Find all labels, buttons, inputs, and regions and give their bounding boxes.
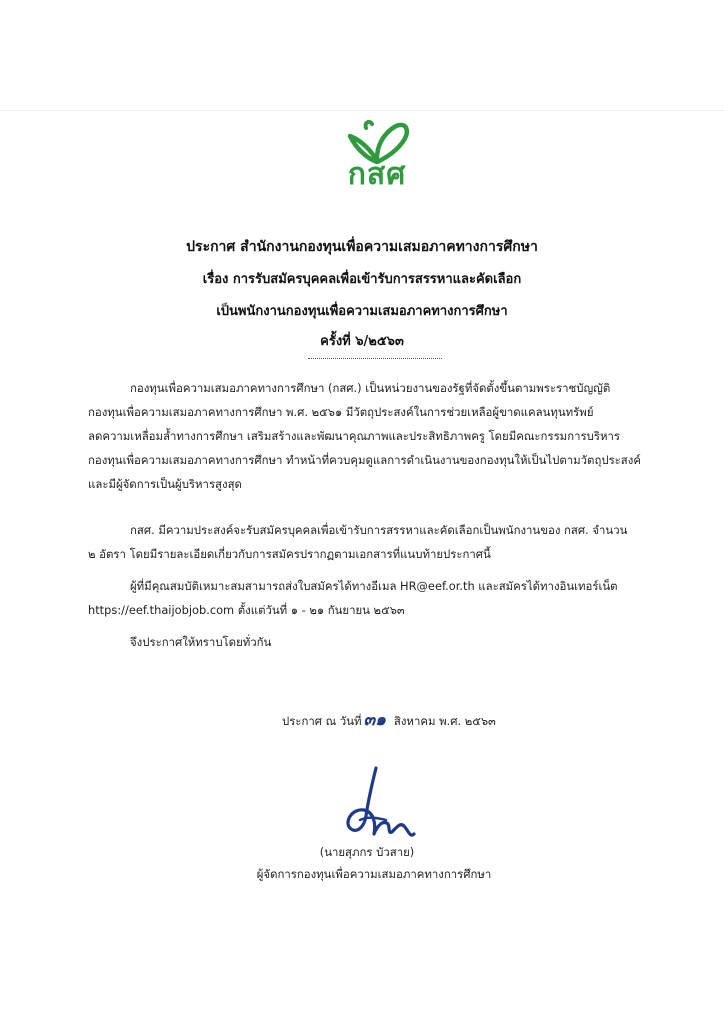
paragraph-line: กสศ. มีความประสงค์จะรับสมัครบุคคลเพื่อเข้ารับการสรรหาและคัดเลือกเป็นพนักงานของ กสศ. จำนวน — [130, 523, 628, 537]
eef-logo — [332, 118, 422, 198]
announcement-date — [282, 706, 496, 733]
announcement-subject: เรื่อง การรับสมัครบุคคลเพื่อเข้ารับการสรรหาและคัดเลือก — [202, 272, 522, 287]
paragraph-application — [88, 574, 644, 622]
paragraph-line: และมีผู้จัดการเป็นผู้บริหารสูงสุด — [88, 477, 242, 491]
paragraph-line: กองทุนเพื่อความเสมอภาคทางการศึกษา ทำหน้าที่ควบคุมดูแลการดำเนินงานของกองทุนให้เป็นไปตามวัตถุประสงค์ — [88, 453, 641, 467]
paragraph-line: ผู้ที่มีคุณสมบัติเหมาะสมสามารถส่งใบสมัครได้ทางอีเมล HR@eef.or.th และสมัครได้ทางอินเทอร์เน็ต — [130, 579, 618, 593]
signer-title: ผู้จัดการกองทุนเพื่อความเสมอภาคทางการศึกษา — [256, 867, 492, 881]
date-suffix: สิงหาคม พ.ศ. ๒๕๖๓ — [393, 714, 496, 728]
paragraph-line: กองทุนเพื่อความเสมอภาคทางการศึกษา (กสศ.) เป็นหน่วยงานของรัฐที่จัดตั้งขึ้นตามพระราชบัญญัติ — [130, 381, 611, 395]
date-prefix: ประกาศ ณ วันที่ — [282, 714, 362, 728]
paragraph-line: https://eef.thaijobjob.com ตั้งแต่วันที่ ๑ - ๒๑ กันยายน ๒๕๖๓ — [88, 603, 405, 617]
handwritten-day: ๓๑ — [363, 710, 386, 730]
scan-edge-line — [0, 110, 724, 111]
announcement-title: ประกาศ สำนักงานกองทุนเพื่อความเสมอภาคทางการศึกษา — [186, 239, 538, 255]
paragraph-line: จึงประกาศให้ทราบโดยทั่วกัน — [130, 635, 272, 649]
paragraph-intro — [88, 376, 644, 496]
logo-text: กสศ — [347, 157, 407, 192]
title-divider — [308, 358, 442, 359]
signer-name: (นายสุภกร บัวสาย) — [319, 845, 415, 859]
paragraph-line: ๒ อัตรา โดยมีรายละเอียดเกี่ยวกับการสมัครปรากฏตามเอกสารที่แนบท้ายประกาศนี้ — [88, 547, 491, 561]
handwritten-signature-icon — [338, 764, 418, 844]
paragraph-line: กองทุนเพื่อความเสมอภาคทางการศึกษา พ.ศ. ๒๕๖๑ มีวัตถุประสงค์ในการช่วยเหลือผู้ขาดแคลนทุนทรัพย์ — [88, 405, 594, 419]
paragraph-line: ลดความเหลื่อมล้ำทางการศึกษา เสริมสร้างและพัฒนาคุณภาพและประสิทธิภาพครู โดยมีคณะกรรมการบริหาร — [88, 429, 620, 443]
announcement-number: ครั้งที่ ๖/๒๕๖๓ — [320, 334, 404, 349]
paragraph-closing — [88, 630, 644, 654]
announcement-subject-cont: เป็นพนักงานกองทุนเพื่อความเสมอภาคทางการศึกษา — [216, 304, 508, 319]
paragraph-positions — [88, 518, 644, 566]
